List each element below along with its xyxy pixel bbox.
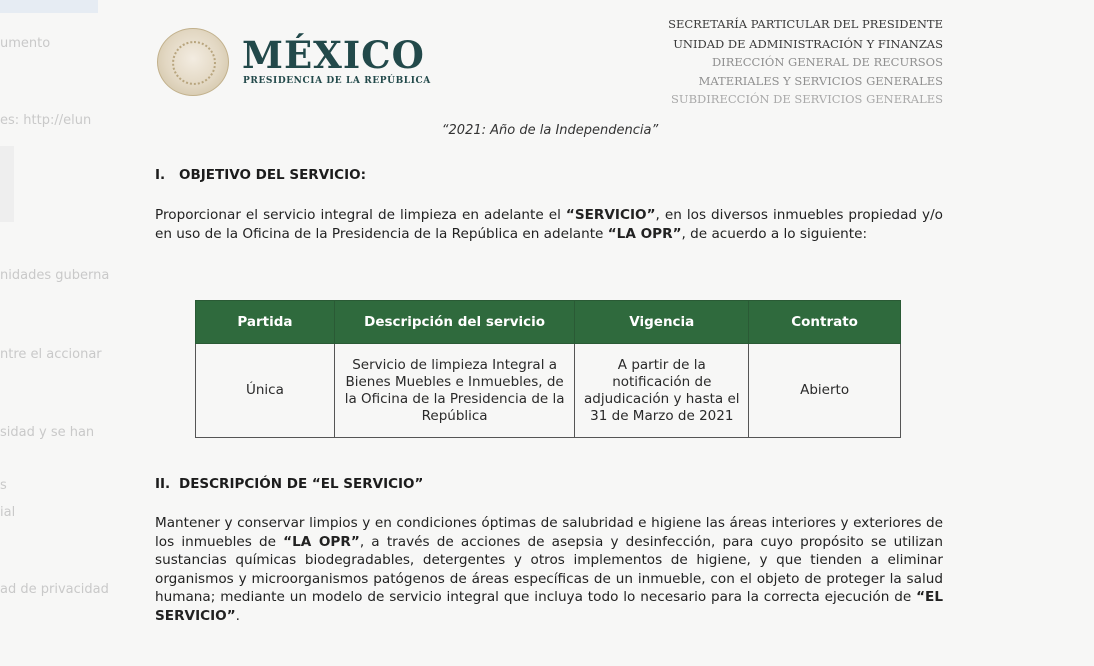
header-line: UNIDAD DE ADMINISTRACIÓN Y FINANZAS xyxy=(673,37,943,51)
service-table xyxy=(195,300,901,438)
table-cell: Única xyxy=(196,344,335,438)
paragraph xyxy=(155,514,943,625)
paragraph xyxy=(155,206,943,243)
header-line: SECRETARÍA PARTICULAR DEL PRESIDENTE xyxy=(668,17,943,31)
text-run-bold: “EL SERVICIO” xyxy=(155,589,943,624)
table-header-row xyxy=(196,301,901,344)
year-motto: “2021: Año de la Independencia” xyxy=(441,123,659,138)
section-heading: DESCRIPCIÓN DE “EL SERVICIO” xyxy=(179,476,424,492)
table-cell: A partir de la notificación de adjudicación y hasta el 31 de Marzo de 2021 xyxy=(575,344,749,438)
ghost-text: s xyxy=(0,478,7,493)
ghost-highlight xyxy=(0,0,98,13)
column-header: Vigencia xyxy=(575,301,749,344)
ghost-text: ad de privacidad xyxy=(0,582,109,597)
table-cell: Servicio de limpieza Integral a Bienes Muebles e Inmuebles, de la Oficina de la Presidencia de la República xyxy=(334,344,575,438)
logo-subtitle: PRESIDENCIA DE LA REPÚBLICA xyxy=(243,76,431,86)
text-run: , en los diversos inmuebles propiedad y/o en uso de la Oficina de la Presidencia de la República en adelante xyxy=(155,207,943,242)
text-run-bold: “LA OPR” xyxy=(283,533,360,550)
text-run-bold: “SERVICIO” xyxy=(565,207,656,223)
coat-of-arms-seal-icon xyxy=(157,28,229,96)
ghost-text: ial xyxy=(0,505,16,520)
section-number: II. xyxy=(155,476,171,492)
document-page xyxy=(110,0,990,666)
text-run: Proporcionar el servicio integral de limpieza en adelante el xyxy=(155,207,566,223)
ghost-text: ntre el accionar xyxy=(0,347,102,362)
column-header: Descripción del servicio xyxy=(334,301,575,344)
text-run-bold: “LA OPR” xyxy=(607,225,682,242)
header-line: MATERIALES Y SERVICIOS GENERALES xyxy=(698,74,943,88)
column-header: Partida xyxy=(196,301,335,344)
section-title xyxy=(155,476,423,492)
ghost-text: es: http://elun xyxy=(0,113,92,128)
header-line: DIRECCIÓN GENERAL DE RECURSOS xyxy=(711,55,943,69)
section-heading: OBJETIVO DEL SERVICIO: xyxy=(179,167,366,183)
ghost-text: nidades guberna xyxy=(0,268,110,283)
table-row xyxy=(196,344,901,438)
logo-wordmark: MÉXICO xyxy=(242,33,425,77)
text-run: , a través de acciones de asepsia y desinfección, para cuyo propósito se utilizan sustancias químicas biodegradables, detergentes y otros implementos de higiene, y que tienden a eliminar organismos y microorganismos patógenos de áreas específicas de un inmueble, con el objeto de proteger la salud humana; mediante un modelo de servicio integral que incluya todo lo necesario para la correcta ejecución de xyxy=(155,533,943,605)
header-line: SUBDIRECCIÓN DE SERVICIOS GENERALES xyxy=(671,92,943,106)
ghost-box xyxy=(0,146,14,222)
ghost-text: sidad y se han xyxy=(0,425,95,440)
section-title xyxy=(155,167,366,183)
column-header: Contrato xyxy=(749,301,901,344)
text-run: , de acuerdo a lo siguiente: xyxy=(681,225,868,242)
ghost-text: umento xyxy=(0,36,51,51)
table-cell: Abierto xyxy=(749,344,901,438)
text-run: Mantener y conservar limpios y en condiciones óptimas de salubridad e higiene las áreas interiores y exteriores de los inmuebles de xyxy=(155,515,943,550)
section-number: I. xyxy=(155,167,166,183)
text-run: . xyxy=(235,607,240,624)
